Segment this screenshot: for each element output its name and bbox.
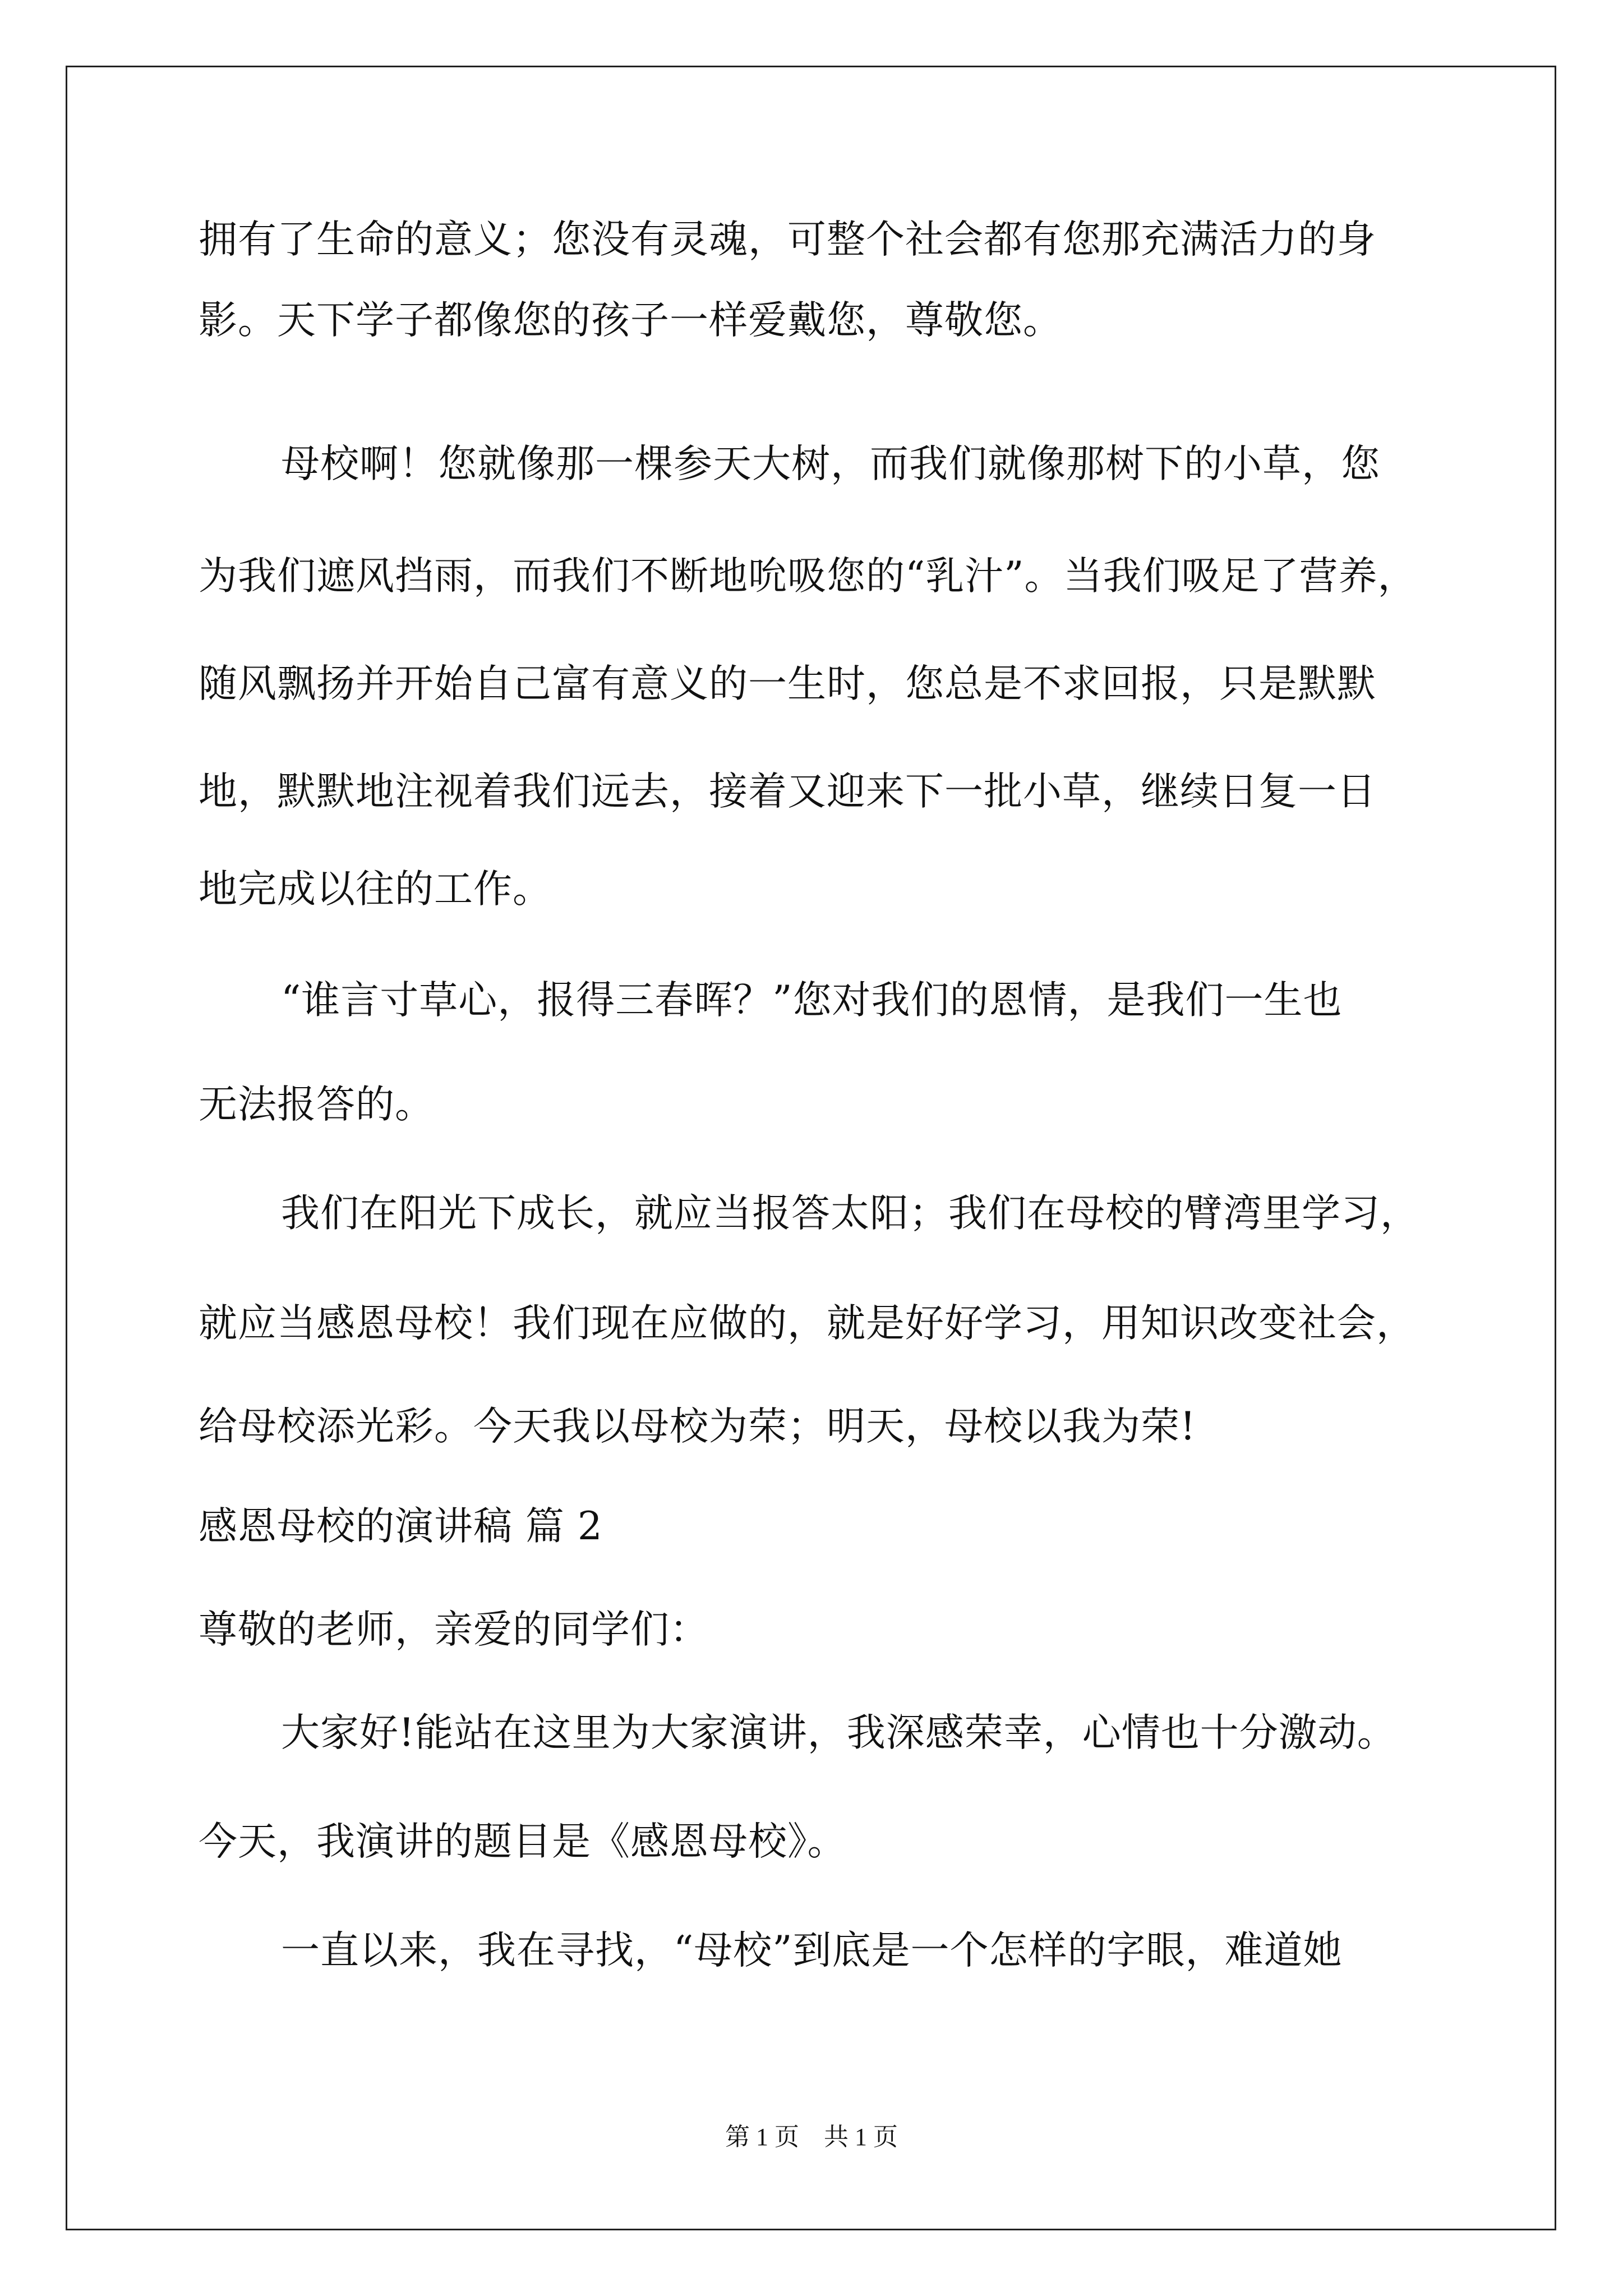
- text-line: 我们在阳光下成长，就应当报答太阳；我们在母校的臂湾里学习，: [281, 1191, 1419, 1236]
- text-line: 拥有了生命的意义；您没有灵魂，可整个社会都有您那充满活力的身: [199, 217, 1376, 262]
- text-line: 无法报答的。: [199, 1082, 434, 1127]
- section-heading: 感恩母校的演讲稿 篇 2: [199, 1504, 603, 1549]
- text-line: 地，默默地注视着我们远去，接着又迎来下一批小草，继续日复一日: [199, 769, 1376, 814]
- text-line: 就应当感恩母校！我们现在应做的，就是好好学习，用知识改变社会，: [199, 1301, 1415, 1346]
- page-border: [66, 66, 1556, 2230]
- text-line: 给母校添光彩。今天我以母校为荣；明天，母校以我为荣!: [199, 1404, 1196, 1449]
- text-line: 影。天下学子都像您的孩子一样爱戴您，尊敬您。: [199, 298, 1062, 343]
- text-line: “谁言寸草心，报得三春晖？”您对我们的恩情，是我们一生也: [281, 978, 1343, 1023]
- text-line: 大家好!能站在这里为大家演讲，我深感荣幸，心情也十分激动。: [281, 1710, 1396, 1755]
- text-line: 地完成以往的工作。: [199, 867, 552, 912]
- text-line: 一直以来，我在寻找，“母校”到底是一个怎样的字眼，难道她: [281, 1928, 1343, 1973]
- text-line: 今天，我演讲的题目是《感恩母校》。: [199, 1819, 847, 1864]
- text-line: 母校啊！您就像那一棵参天大树，而我们就像那树下的小草，您: [281, 441, 1380, 486]
- text-line: 为我们遮风挡雨，而我们不断地吮吸您的“乳汁”。当我们吸足了营养，: [199, 554, 1417, 599]
- text-line: 随风飘扬并开始自己富有意义的一生时，您总是不求回报，只是默默: [199, 661, 1376, 706]
- page-footer: 第 1 页 共 1 页: [725, 2123, 898, 2151]
- salutation: 尊敬的老师，亲爱的同学们：: [199, 1607, 709, 1652]
